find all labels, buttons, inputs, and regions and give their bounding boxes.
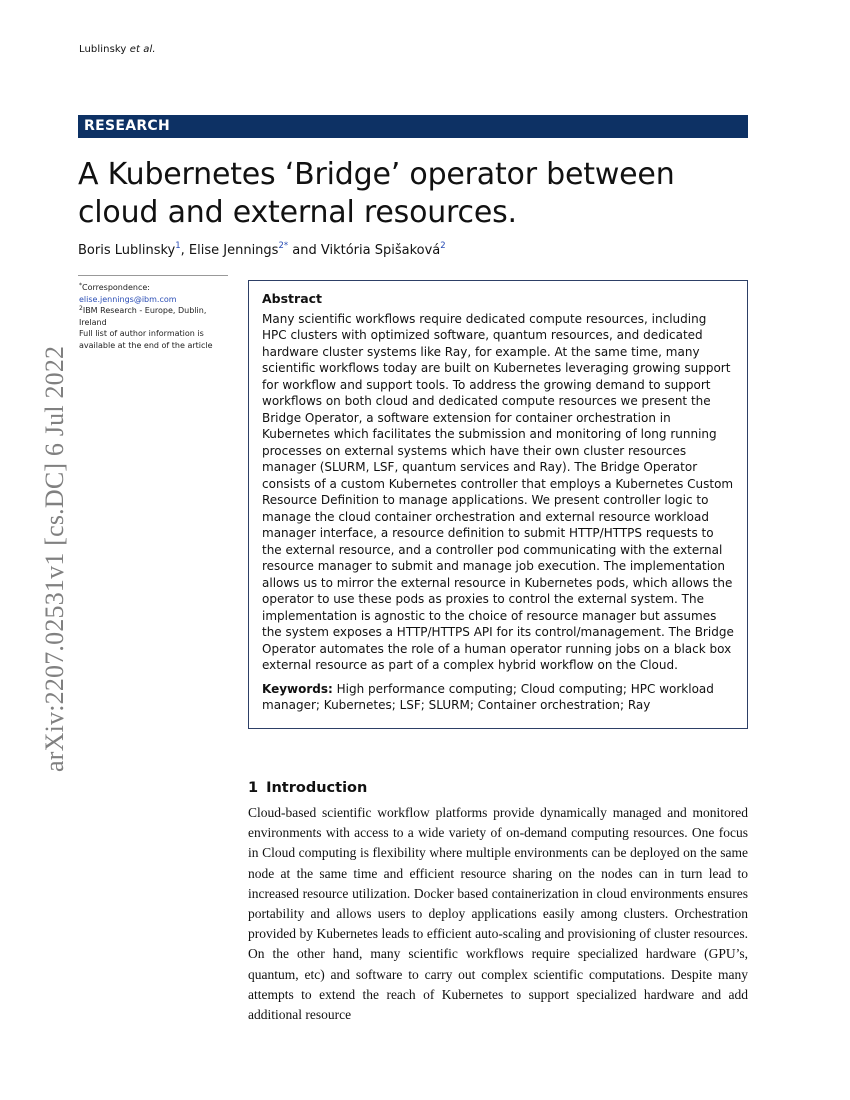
abstract-heading: Abstract xyxy=(262,291,323,306)
abstract-box xyxy=(248,280,748,729)
section-title: Introduction xyxy=(266,780,368,796)
section-number: 1 xyxy=(248,780,259,796)
author-separator: and xyxy=(288,243,321,258)
author-separator: , xyxy=(180,243,189,258)
section-heading-introduction xyxy=(248,780,367,796)
introduction-body: Cloud-based scientific workflow platforms provide dynamically managed and monitored environments with access to a wide variety of on-demand computing resources. One focus in Cloud computing is flexibility where multiple environments can be deployed on the same node at the same time and efficient resource sharing on the nodes can in turn lead to increased resource utilization. Docker based containerization in cloud environments ensures portability and allows users to deploy applications easily among clusters. Orchestration provided by Kubernetes leads to efficient auto-scaling and provisioning of cluster resources. On the other hand, many scientific workflows require specialized hardware (GPU’s, quantum, etc) and software to carry out complex scientific computations. Despite many attempts to extend the reach of Kubernetes to support specialized hardware and add additional resource xyxy=(248,805,748,1023)
running-head-etal: et al. xyxy=(129,44,156,55)
author-name: Viktória Spišaková xyxy=(320,243,441,258)
keywords-text: High performance computing; Cloud computing; HPC workload manager; Kubernetes; LSF; SLURM; Container orchestration; Ray xyxy=(262,681,714,712)
author-name: Boris Lublinsky xyxy=(78,243,176,258)
author-affiliation-mark[interactable]: 2 xyxy=(440,241,446,251)
sidebar-divider xyxy=(78,275,228,276)
correspondence-email-link[interactable]: elise.jennings@ibm.com xyxy=(79,294,177,304)
author-affiliation-mark[interactable]: 1 xyxy=(175,241,181,251)
running-head xyxy=(79,44,156,55)
affiliation-mark: 2 xyxy=(79,305,83,312)
article-type-banner: RESEARCH xyxy=(78,115,748,138)
running-head-authors: Lublinsky xyxy=(79,44,127,55)
correspondence-label: Correspondence: xyxy=(82,283,150,292)
correspondence-mark: * xyxy=(79,282,82,289)
keywords-label: Keywords: xyxy=(262,681,333,696)
arxiv-identifier-stamp: arXiv:2207.02531v1 [cs.DC] 6 Jul 2022 xyxy=(40,345,69,772)
keywords xyxy=(262,681,734,714)
author-name: Elise Jennings xyxy=(188,243,279,258)
paper-title: A Kubernetes ‘Bridge’ operator between cloud and external resources. xyxy=(78,157,675,230)
abstract-text: Many scientific workflows require dedicated compute resources, including HPC clusters with optimized software, quantum resources, and dedicated hardware cluster systems like Ray, for example. At the same time, many scientific workflows today are built on Kubernetes leveraging growing support for workflow and support tools. To address the growing demand to support workflows on both cloud and dedicated compute resources we present the Bridge Operator, a software extension for container orchestration in Kubernetes which facilitates the submission and monitoring of long running processes on external systems which have their own cluster resources manager (SLURM, LSF, quantum services and Ray). The Bridge Operator consists of a custom Kubernetes controller that employs a Kubernetes Custom Resource Definition to manage applications. We present controller logic to manage the cloud container orchestration and external resource workload manager interface, a resource definition to submit HTTP/HTTPS requests to the external resource, and a controller pod communicating with the external resource manager to submit and manage job execution. The implementation allows us to mirror the external resource in Kubernetes pods, which allows the operator to use these pods as proxies to control the external system. The implementation is agnostic to the choice of resource manager but assumes the system exposes a HTTP/HTTPS API for its control/management. The Bridge Operator automates the role of a human operator running jobs on a black box external resource as part of a complex hybrid workflow on the Cloud. xyxy=(262,311,734,672)
affiliation-text: IBM Research - Europe, Dublin, Ireland xyxy=(79,306,207,327)
affiliation-line xyxy=(79,305,235,328)
correspondence-line xyxy=(79,282,235,294)
author-affiliation-mark[interactable]: 2* xyxy=(278,241,289,251)
full-author-info-note: Full list of author information is available at the end of the article xyxy=(79,329,213,350)
author-list xyxy=(78,243,446,258)
author-info-sidebar xyxy=(79,282,235,351)
